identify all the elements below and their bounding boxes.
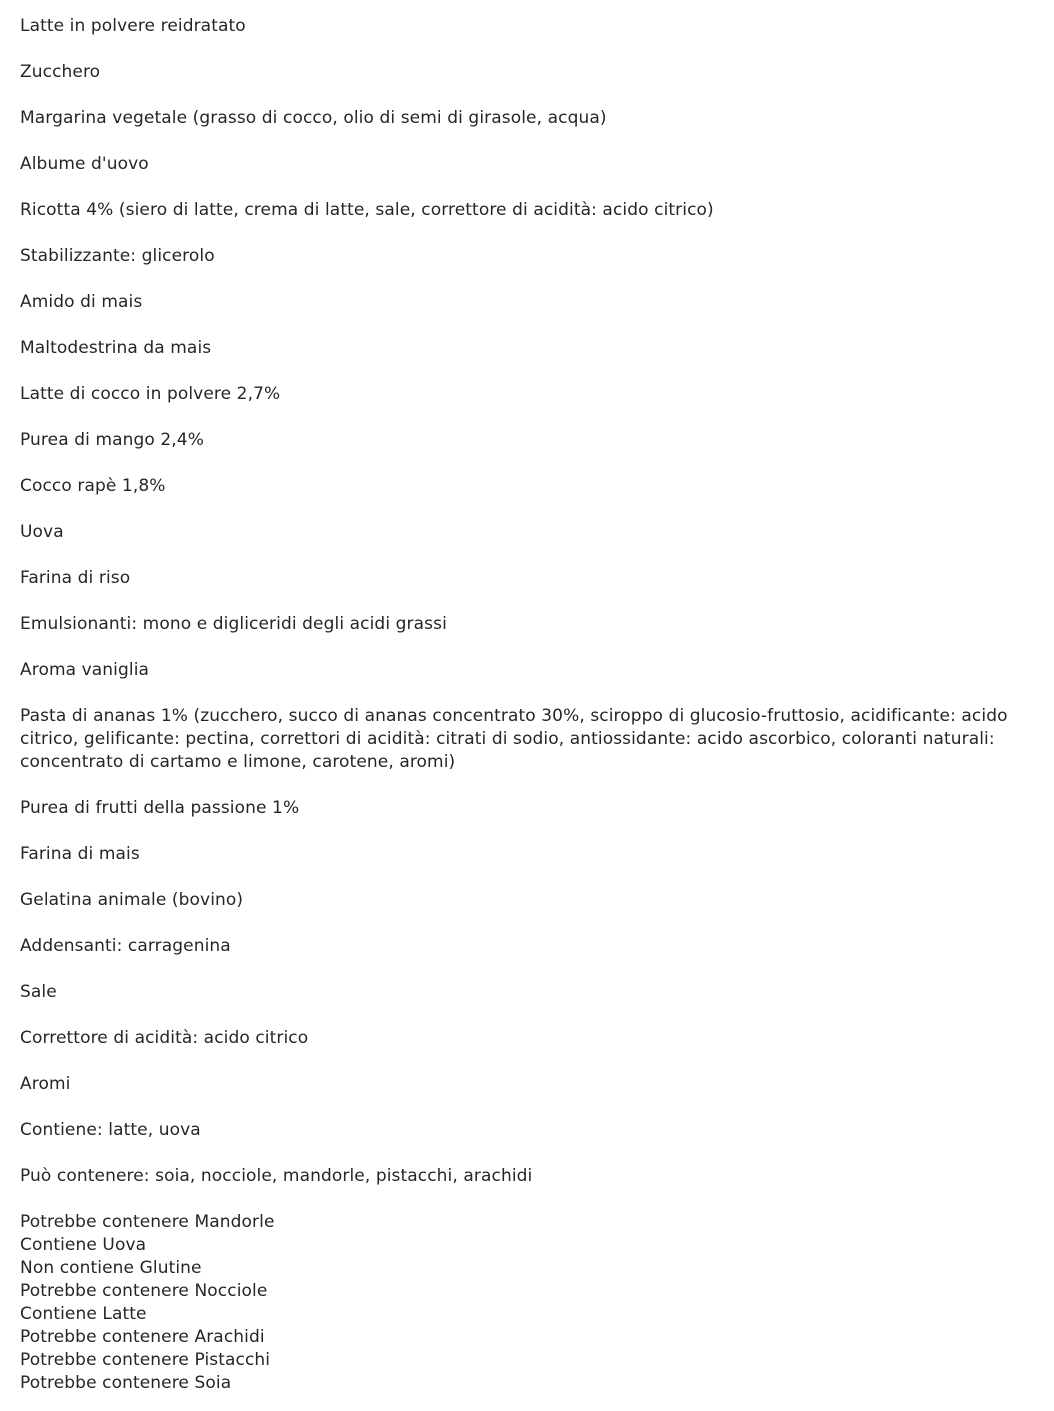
- allergen-item: Potrebbe contenere Arachidi: [20, 1327, 265, 1347]
- ingredient-item: Correttore di acidità: acido citrico: [20, 1028, 309, 1048]
- ingredient-item: Aroma vaniglia: [20, 660, 150, 680]
- allergen-item: Contiene Latte: [20, 1304, 147, 1324]
- ingredient-item: Zucchero: [20, 62, 101, 82]
- ingredient-item: Gelatina animale (bovino): [20, 890, 244, 910]
- allergen-item: Contiene Uova: [20, 1235, 147, 1255]
- ingredient-item: Aromi: [20, 1074, 71, 1094]
- ingredient-item: Farina di mais: [20, 844, 140, 864]
- ingredient-item: Maltodestrina da mais: [20, 338, 212, 358]
- ingredients-list: [20, 15, 1034, 1188]
- ingredient-item: Uova: [20, 522, 64, 542]
- allergen-list: [20, 1211, 1034, 1395]
- allergen-contains-statement: Contiene: latte, uova: [20, 1120, 201, 1140]
- ingredient-item: Purea di frutti della passione 1%: [20, 798, 300, 818]
- ingredient-item: Purea di mango 2,4%: [20, 430, 204, 450]
- allergen-item: Potrebbe contenere Mandorle: [20, 1212, 275, 1232]
- allergen-item: Potrebbe contenere Pistacchi: [20, 1350, 271, 1370]
- ingredient-item: Ricotta 4% (siero di latte, crema di latte, sale, correttore di acidità: acido citrico): [20, 200, 714, 220]
- ingredient-item: Amido di mais: [20, 292, 143, 312]
- ingredient-item: Sale: [20, 982, 57, 1002]
- ingredient-item: Farina di riso: [20, 568, 131, 588]
- ingredient-item: Stabilizzante: glicerolo: [20, 246, 215, 266]
- ingredient-item: Pasta di ananas 1% (zucchero, succo di ananas concentrato 30%, sciroppo di glucosio-fruttosio, acidificante: acido citrico, gelificante: pectina, correttori di acidità: citrati di sodio, antiossidante: acido ascorbico, coloranti naturali: concentrato di cartamo e limone, carotene, aromi): [20, 706, 1008, 772]
- ingredient-item: Albume d'uovo: [20, 154, 149, 174]
- ingredient-item: Latte di cocco in polvere 2,7%: [20, 384, 281, 404]
- ingredient-item: Latte in polvere reidratato: [20, 16, 246, 36]
- allergen-item: Potrebbe contenere Soia: [20, 1373, 232, 1393]
- allergen-may-contain-statement: Può contenere: soia, nocciole, mandorle, pistacchi, arachidi: [20, 1166, 533, 1186]
- allergen-item: Non contiene Glutine: [20, 1258, 202, 1278]
- ingredient-item: Cocco rapè 1,8%: [20, 476, 166, 496]
- ingredient-item: Margarina vegetale (grasso di cocco, olio di semi di girasole, acqua): [20, 108, 607, 128]
- ingredient-item: Emulsionanti: mono e digliceridi degli acidi grassi: [20, 614, 447, 634]
- ingredient-item: Addensanti: carragenina: [20, 936, 231, 956]
- allergen-item: Potrebbe contenere Nocciole: [20, 1281, 268, 1301]
